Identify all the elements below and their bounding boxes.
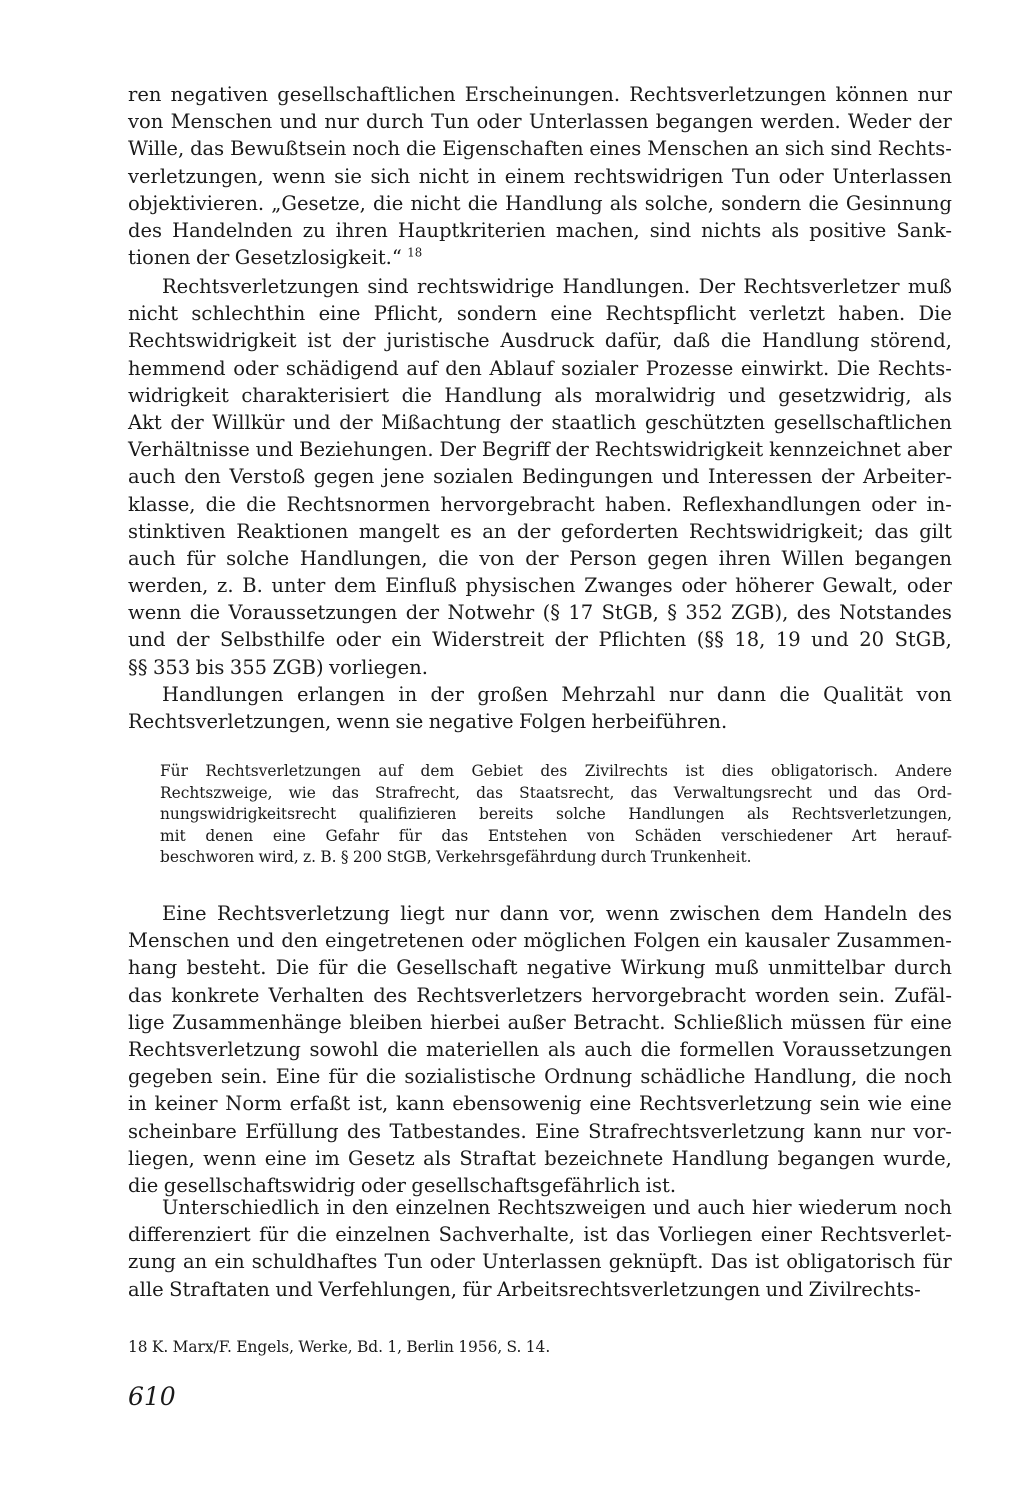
text-line: scheinbare Erfüllung des Tatbestandes. Eine Strafrechtsverletzung kann nur vor-	[128, 1119, 952, 1143]
text-line: zung an ein schuldhaftes Tun oder Unterlassen geknüpft. Das ist obligatorisch für	[128, 1250, 952, 1274]
text-line: Eine Rechtsverletzung liegt nur dann vor, wenn zwischen dem Handeln des	[162, 902, 952, 925]
text-line: tionen der Gesetzlosigkeit.“ $^{18}$	[128, 245, 423, 270]
paragraph-continued	[128, 81, 952, 271]
text-line: widrigkeit charakterisiert die Handlung als moralwidrig und gesetzwidrig, als	[128, 383, 952, 407]
paragraph-schuldhaftes-tun	[128, 1194, 952, 1303]
text-line: Rechtsverletzung sowohl die materiellen als auch die formellen Voraussetzungen	[128, 1037, 952, 1061]
text-line: nicht schlechthin eine Pflicht, sondern eine Rechtspflicht verletzt haben. Die	[128, 302, 952, 326]
text-line: hemmend oder schädigend auf den Ablauf sozialer Prozesse einwirkt. Die Rechts-	[128, 356, 952, 380]
text-line: §§ 353 bis 355 ZGB) vorliegen.	[128, 655, 428, 679]
text-line: in keiner Norm erfaßt ist, kann ebensowenig eine Rechtsverletzung sein wie eine	[128, 1092, 952, 1116]
text-line: Unterschiedlich in den einzelnen Rechtszweigen und auch hier wiederum noch	[162, 1196, 952, 1219]
footnote	[128, 1336, 952, 1358]
text-line: Menschen und den eingetretenen oder möglichen Folgen ein kausaler Zusammen-	[128, 929, 952, 953]
text-line: Akt der Willkür und der Mißachtung der staatlich geschützten gesellschaftlichen	[128, 410, 952, 434]
paragraph-kausaler-zusammenhang	[128, 900, 952, 1199]
text-line: werden, z. B. unter dem Einfluß physischen Zwanges oder höherer Gewalt, oder	[128, 574, 952, 598]
text-line: von Menschen und nur durch Tun oder Unterlassen begangen werden. Weder der	[128, 110, 952, 134]
text-line: 18 K. Marx/F. Engels, Werke, Bd. 1, Berlin 1956, S. 14.	[128, 1338, 551, 1356]
small-print-note	[160, 761, 952, 869]
text-line: liegen, wenn eine im Gesetz als Straftat bezeichnete Handlung begangen wurde,	[128, 1146, 952, 1170]
text-line: stinktiven Reaktionen mangelt es an der geforderten Rechtswidrigkeit; das gilt	[128, 519, 952, 543]
text-line: auch für solche Handlungen, die von der Person gegen ihren Willen begangen	[128, 546, 952, 570]
text-line: ren negativen gesellschaftlichen Erscheinungen. Rechtsverletzungen können nur	[128, 83, 952, 106]
text-line: Rechtsverletzungen, wenn sie negative Folgen herbeiführen.	[128, 710, 728, 734]
text-line: die gesellschaftswidrig oder gesellschaftsgefährlich ist.	[128, 1173, 677, 1197]
text-line: mit denen eine Gefahr für das Entstehen von Schäden verschiedener Art herauf-	[160, 826, 952, 845]
text-line: und der Selbsthilfe oder ein Widerstreit der Pflichten (§§ 18, 19 und 20 StGB,	[128, 628, 952, 652]
text-line: verletzungen, wenn sie sich nicht in einem rechtswidrigen Tun oder Unterlassen	[128, 164, 952, 188]
text-line: beschworen wird, z. B. § 200 StGB, Verkehrsgefährdung durch Trunkenheit.	[160, 848, 752, 867]
text-line: Für Rechtsverletzungen auf dem Gebiet des Zivilrechts ist dies obligatorisch. Andere	[160, 762, 952, 780]
text-line: gegeben sein. Eine für die sozialistische Ordnung schädliche Handlung, die noch	[128, 1065, 952, 1089]
text-line: alle Straftaten und Verfehlungen, für Arbeitsrechtsverletzungen und Zivilrechts-	[128, 1277, 921, 1301]
text-line: Wille, das Bewußtsein noch die Eigenschaften eines Menschen an sich sind Rechts-	[128, 137, 952, 161]
text-line: auch den Verstoß gegen jene sozialen Bedingungen und Interessen der Arbeiter-	[128, 465, 952, 489]
text-line: Rechtswidrigkeit ist der juristische Ausdruck dafür, daß die Handlung störend,	[128, 329, 952, 353]
text-line: differenziert für die einzelnen Sachverhalte, ist das Vorliegen einer Rechtsverlet-	[128, 1223, 952, 1247]
text-line: klasse, die die Rechtsnormen hervorgebracht haben. Reflexhandlungen oder in-	[128, 492, 952, 516]
text-line: lige Zusammenhänge bleiben hierbei außer Betracht. Schließlich müssen für eine	[128, 1010, 952, 1034]
text-line: Rechtszweige, wie das Strafrecht, das Staatsrecht, das Verwaltungsrecht und das Ord-	[160, 783, 952, 802]
paragraph-rechtswidrige-handlungen	[128, 273, 952, 681]
text-line: wenn die Voraussetzungen der Notwehr (§ 17 StGB, § 352 ZGB), des Notstandes	[128, 601, 952, 625]
text-line: Verhältnisse und Beziehungen. Der Begriff der Rechtswidrigkeit kennzeichnet aber	[128, 438, 952, 462]
text-line: das konkrete Verhalten des Rechtsverletzers hervorgebracht worden sein. Zufäl-	[128, 983, 952, 1007]
text-line: Handlungen erlangen in der großen Mehrzahl nur dann die Qualität von	[162, 683, 952, 706]
page-number: 610	[128, 1382, 176, 1411]
text-line: Rechtsverletzungen sind rechtswidrige Handlungen. Der Rechtsverletzer muß	[162, 275, 952, 298]
text-line: nungswidrigkeitsrecht qualifizieren bereits solche Handlungen als Rechtsverletzungen,	[160, 805, 952, 824]
paragraph-negative-folgen	[128, 681, 952, 735]
text-line: des Handelnden zu ihren Hauptkriterien machen, sind nichts als positive Sank-	[128, 218, 952, 242]
text-line: hang besteht. Die für die Gesellschaft negative Wirkung muß unmittelbar durch	[128, 956, 952, 980]
text-line: objektivieren. „Gesetze, die nicht die Handlung als solche, sondern die Gesinnung	[128, 191, 952, 215]
